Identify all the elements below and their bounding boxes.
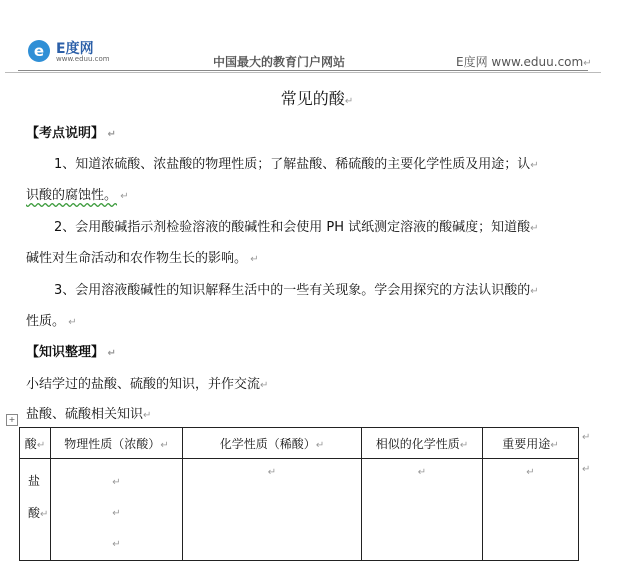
header-cell-similar[interactable]: 相似的化学性质↵ — [362, 428, 483, 459]
table-move-handle-icon[interactable]: + — [6, 414, 18, 426]
header-site-text: E度网 www.eduu.com — [456, 55, 584, 69]
table-caption-text: 盐酸、硫酸相关知识 — [26, 407, 144, 422]
cell-similar-hcl[interactable]: ↵ — [362, 459, 483, 561]
section1-heading-text: 【考点说明】 — [26, 126, 105, 141]
table-row-hydrochloric — [20, 459, 579, 561]
row-label-char-1: 盐 — [28, 474, 41, 488]
header-cell-acid[interactable]: 酸↵ — [20, 428, 51, 459]
point-2-line-2: 碱性对生命活动和农作物生长的影响。 ↵ — [26, 251, 259, 266]
row-label-hydrochloric: 盐 酸↵ — [28, 474, 49, 520]
header-rule-secondary — [5, 72, 601, 73]
point-3-line-2: 性质。 ↵ — [26, 314, 77, 329]
section-heading-knowledge: 【知识整理】 ↵ — [26, 345, 116, 360]
header-acid-text: 酸 — [24, 436, 37, 451]
header-site: E度网 www.eduu.com↵ — [456, 55, 592, 69]
document-title: 常见的酸↵ — [280, 89, 354, 108]
point-1-line-1: 1、知道浓硫酸、浓盐酸的物理性质；了解盐酸、稀硫酸的主要化学性质及用途；认↵ — [54, 157, 539, 172]
header-chemical-text: 化学性质（稀酸） — [219, 436, 316, 451]
header-physical-text: 物理性质（浓酸） — [64, 436, 161, 451]
cell-physical-hcl[interactable]: ↵ ↵ ↵ — [51, 459, 183, 561]
section2-heading-text: 【知识整理】 — [26, 345, 105, 360]
header-rule — [18, 70, 588, 71]
row-label-cell[interactable] — [20, 459, 51, 561]
logo-e-icon: e — [28, 40, 50, 62]
cell-chemical-hcl[interactable]: ↵ — [183, 459, 362, 561]
acid-knowledge-table — [19, 427, 579, 561]
point-1-text-1: 1、知道浓硫酸、浓盐酸的物理性质；了解盐酸、稀硫酸的主要化学性质及用途；认 — [54, 157, 531, 172]
point-1-text-2: 识酸的腐蚀性。 — [26, 188, 118, 203]
point-2-line-1: 2、会用酸碱指示剂检验溶液的酸碱性和会使用 PH 试纸测定溶液的酸碱度；知道酸↵ — [54, 220, 539, 235]
document-title-text: 常见的酸 — [280, 89, 345, 108]
table-header-row — [20, 428, 579, 459]
logo-name: E度网 — [56, 41, 94, 57]
point-1-line-2: 识酸的腐蚀性。 ↵ — [26, 188, 129, 203]
page-header — [0, 0, 634, 80]
point-2-text-2: 碱性对生命活动和农作物生长的影响。 — [26, 251, 248, 266]
row-label-char-2: 酸 — [28, 506, 41, 520]
summary-line: 小结学过的盐酸、硫酸的知识，并作交流↵ — [26, 377, 269, 392]
logo-url: www.eduu.com — [56, 55, 110, 63]
header-cell-physical[interactable]: 物理性质（浓酸）↵ — [51, 428, 183, 459]
point-3-text-2: 性质。 — [26, 314, 66, 329]
header-cell-chemical[interactable]: 化学性质（稀酸）↵ — [183, 428, 362, 459]
header-slogan: 中国最大的教育门户网站 — [213, 55, 346, 69]
table-caption: 盐酸、硫酸相关知识↵ — [26, 407, 152, 422]
section-heading-exam-points: 【考点说明】 ↵ — [26, 126, 116, 141]
point-3-line-1: 3、会用溶液酸碱性的知识解释生活中的一些有关现象。学会用探究的方法认识酸的↵ — [54, 283, 539, 298]
header-similar-text: 相似的化学性质 — [375, 436, 460, 451]
eduu-logo — [28, 38, 108, 64]
row-end-mark-2: ↵ — [582, 464, 591, 475]
header-uses-text: 重要用途 — [502, 436, 551, 451]
point-2-text-1: 2、会用酸碱指示剂检验溶液的酸碱性和会使用 PH 试纸测定溶液的酸碱度；知道酸 — [54, 220, 531, 235]
header-cell-uses[interactable]: 重要用途↵ — [483, 428, 579, 459]
summary-text: 小结学过的盐酸、硫酸的知识，并作交流 — [26, 377, 261, 392]
point-3-text-1: 3、会用溶液酸碱性的知识解释生活中的一些有关现象。学会用探究的方法认识酸的 — [54, 283, 531, 298]
cell-uses-hcl[interactable]: ↵ — [483, 459, 579, 561]
row-end-mark: ↵ — [582, 432, 591, 443]
